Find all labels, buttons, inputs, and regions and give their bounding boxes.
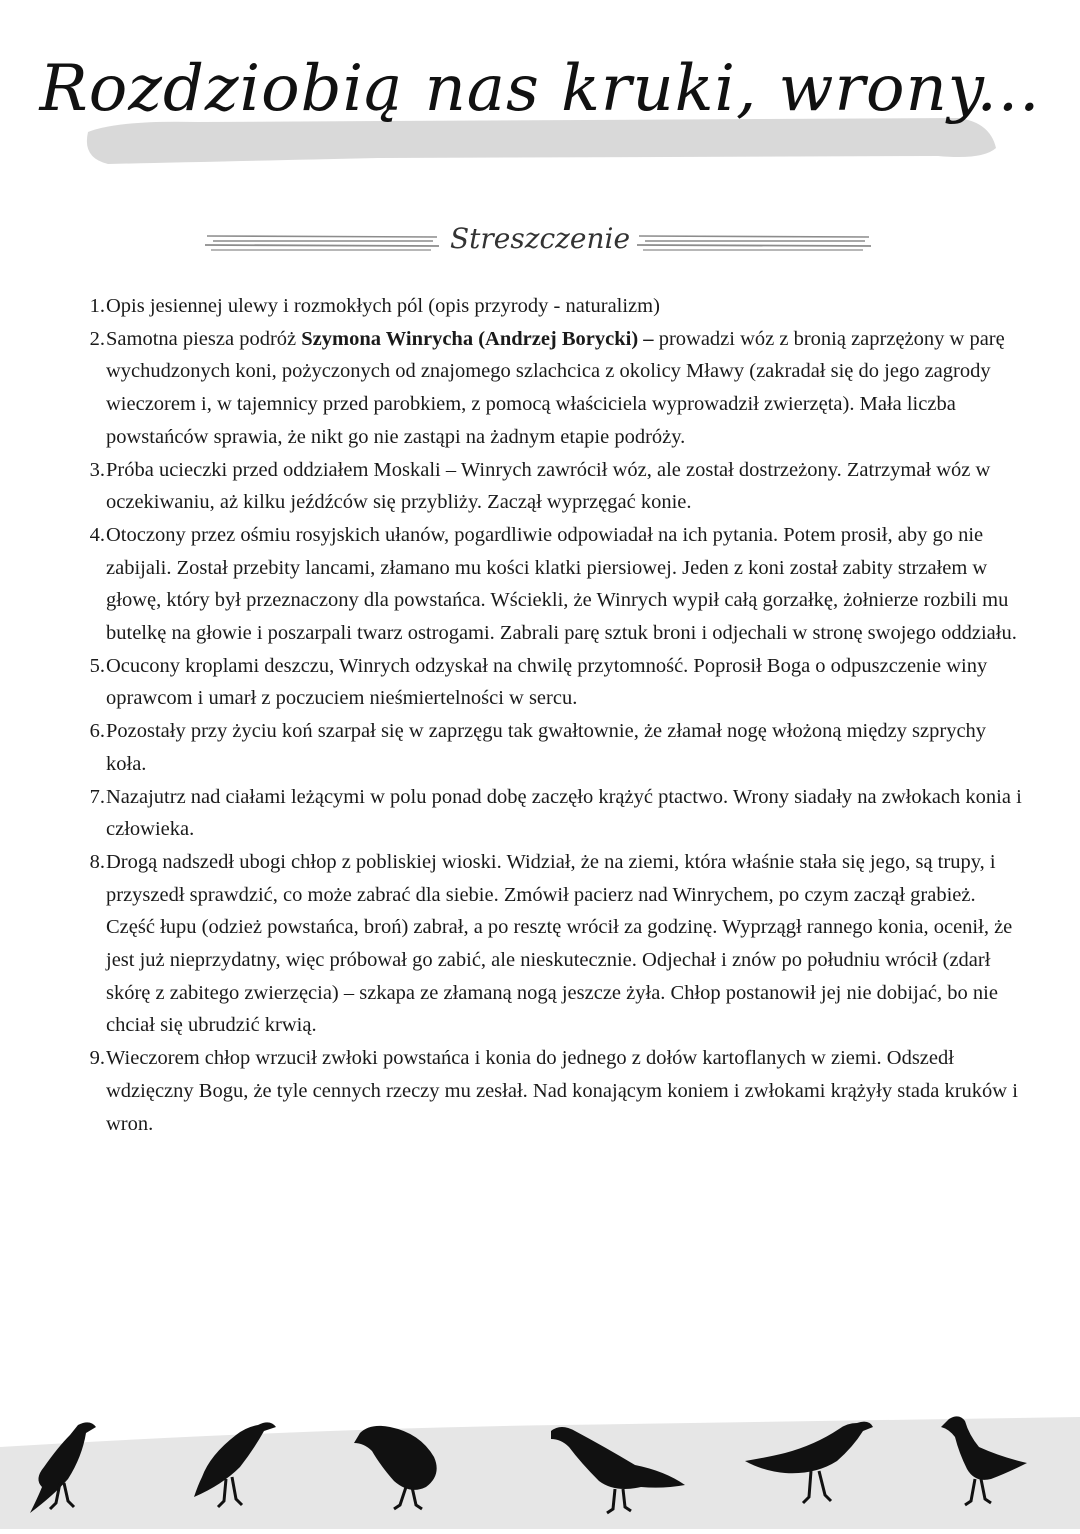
list-item [78,290,1023,323]
item-text: Ocucony kroplami deszczu, Winrych odzyskał na chwilę przytomność. Poprosił Boga o odpuszczenie winy oprawcom i umarł z poczuciem nieśmiertelności w sercu. [106,654,988,710]
footer-art [0,1389,1080,1529]
list-item [78,1042,1023,1140]
list-item [78,846,1023,1042]
item-number: 7. [89,785,105,808]
list-item [78,781,1023,846]
item-text: Opis jesiennej ulewy i rozmokłych pól (opis przyrody - naturalizm) [106,295,660,317]
item-text: Nazajutrz nad ciałami leżącymi w polu ponad dobę zaczęło krążyć ptactwo. Wrony siadały na zwłokach konia i człowieka. [106,785,1022,841]
page-subtitle: Streszczenie [449,222,631,255]
item-text: Samotna piesza podróż Szymona Winrycha (Andrzej Borycki) – prowadzi wóz z bronią zaprzężony w parę wychudzonych koni, pożyczonych od znajomego szlachcica z okolicy Mławy (zakradał się do jego zagrody wieczorem i, w tajemnicy przed parobkiem, z pomocą właściciela wyprowadził zwierzęta). Mała liczba powstańców sprawia, że nikt go nie zastąpi na żadnym etapie podróży. [106,327,1005,448]
item-number: 4. [89,523,105,546]
item-text: Pozostały przy życiu koń szarpał się w zaprzęgu tak gwałtownie, że złamał nogę włożoną między szprychy koła. [106,720,987,775]
item-text: Drogą nadszedł ubogi chłop z pobliskiej wioski. Widział, że na ziemi, która właśnie stała się jego, są trupy, i przyszedł sprawdzić, co może zabrać dla siebie. Zmówił pacierz nad Winrychem, po czym zaczął grabież. Część łupu (odzież powstańca, broń) zabrał, a po resztę wrócił za godzinę. Wyprzągł rannego konia, ocenił, że jest już nieprzydatny, więc próbował go zabić, ale nieskutecznie. Odjechał i znów po południu wrócił (zdarł skórę z zabitego zwierzęcia) – szkapa ze złamaną nogą jeszcze żyła. Chłop postanowił jej nie dobijać, bo nie chciał się ubrudzić krwią. [106,850,1013,1037]
right-rule [637,230,872,256]
list-item [78,519,1023,650]
bold-name: Szymona Winrycha (Andrzej Borycki) – [301,327,654,350]
item-number: 8. [89,850,105,873]
page-title: Rozdziobią nas kruki, wrony... [39,52,1041,126]
list-item [78,323,1023,454]
item-number: 6. [89,720,105,743]
item-text: Otoczony przez ośmiu rosyjskich ułanów, pogardliwie odpowiadał na ich pytania. Potem prosił, aby go nie zabijali. Został przebity lancami, złamano mu kości klatki piersiowej. Jeden z koni został zabity strzałem w głowę, który był przeznaczony dla powstańca. Wściekli, że Winrych wypił całą gorzałkę, żołnierze rozbili mu butelkę na głowie i poszarpali twarz ostrogami. Zabrali parę sztuk broni i odjechali w stronę swojego oddziału. [106,523,1017,645]
item-number: 3. [89,458,105,481]
subtitle-row [0,218,1080,268]
item-number: 9. [89,1047,105,1070]
title-section [0,0,1080,200]
list-item [78,715,1023,780]
list-item [78,650,1023,715]
summary-list [78,290,1023,1140]
item-text: Wieczorem chłop wrzucił zwłoki powstańca i konia do jednego z dołów kartoflanych w ziemi. Odszedł wdzięczny Bogu, że tyle cennych rzeczy mu zesłał. Nad konającym koniem i zwłokami krążyły stada kruków i wron. [106,1047,1018,1135]
footer-crows [0,1389,1080,1529]
item-text: Próba ucieczki przed oddziałem Moskali – Winrych zawrócił wóz, ale został dostrzeżony. Zatrzymał wóz w oczekiwaniu, aż kilku jeźdźców się przybliży. Zaczął wyprzęgać konie. [106,458,991,514]
item-number: 2. [89,327,105,350]
item-number: 5. [89,654,105,677]
list-item [78,454,1023,519]
item-number: 1. [89,295,105,317]
